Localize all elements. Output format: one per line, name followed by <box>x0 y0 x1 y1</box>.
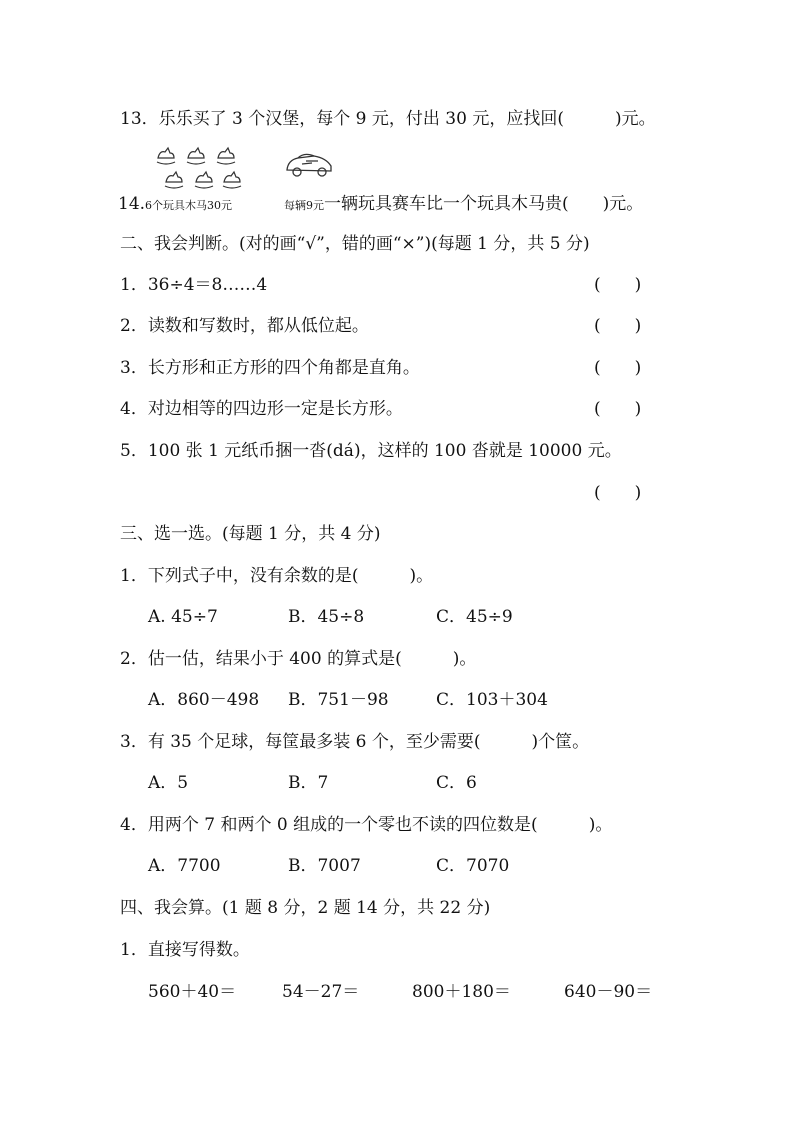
judge-item-5: 5．100 张 1 元纸币捆一沓(dá)，这样的 100 沓就是 10000 元。 <box>120 441 622 461</box>
question-13: 13．乐乐买了 3 个汉堡，每个 9 元，付出 30 元，应找回( )元。 <box>120 109 656 129</box>
choice-options-2 <box>148 689 548 711</box>
option-b[interactable]: B．45÷8 <box>288 607 365 627</box>
choice-question-2: 2．估一估，结果小于 400 的算式是( )。 <box>120 649 477 669</box>
question-14-number: 14. <box>118 194 146 214</box>
option-c[interactable]: C．103＋304 <box>436 690 548 710</box>
judge-answer-5[interactable]: ( ) <box>594 483 642 503</box>
choice-question-4: 4．用两个 7 和两个 0 组成的一个零也不读的四位数是( )。 <box>120 815 613 835</box>
judge-answer-4[interactable]: ( ) <box>594 399 642 419</box>
option-c[interactable]: C．7070 <box>436 856 510 876</box>
judge-item-3: 3．长方形和正方形的四个角都是直角。 <box>120 358 420 378</box>
judge-item-4: 4．对边相等的四边形一定是长方形。 <box>120 399 403 419</box>
choice-options-4 <box>148 855 509 877</box>
calc-item[interactable]: 560＋40＝ <box>148 982 237 1002</box>
toy-race-car-icon <box>284 150 334 180</box>
option-b[interactable]: B．7 <box>288 773 329 793</box>
toy-horse-icon <box>195 172 213 188</box>
option-c[interactable]: C．45÷9 <box>436 607 513 627</box>
judge-item-2: 2．读数和写数时，都从低位起。 <box>120 316 369 336</box>
toy-horse-icon <box>187 148 205 164</box>
section-3-heading: 三、选一选。(每题 1 分，共 4 分) <box>120 524 381 544</box>
section-4-heading: 四、我会算。(1 题 8 分，2 题 14 分，共 22 分) <box>120 898 491 918</box>
option-c[interactable]: C．6 <box>436 773 477 793</box>
section-4-subheading: 1．直接写得数。 <box>120 940 250 960</box>
choice-question-1: 1．下列式子中，没有余数的是( )。 <box>120 566 434 586</box>
section-2-heading: 二、我会判断。(对的画“√”，错的画“×”)(每题 1 分，共 5 分) <box>120 234 590 254</box>
judge-answer-3[interactable]: ( ) <box>594 358 642 378</box>
option-a[interactable]: A. 45÷7 <box>148 607 218 627</box>
option-b[interactable]: B．751－98 <box>288 690 389 710</box>
choice-question-3: 3．有 35 个足球，每筐最多装 6 个，至少需要( )个筐。 <box>120 732 590 752</box>
calc-item[interactable]: 54－27＝ <box>282 982 360 1002</box>
question-14 <box>118 193 232 217</box>
horse-price-caption: 6个玩具木马30元 <box>145 199 233 212</box>
option-a[interactable]: A．860－498 <box>148 690 260 710</box>
option-b[interactable]: B．7007 <box>288 856 361 876</box>
option-a[interactable]: A．7700 <box>148 856 221 876</box>
judge-item-1: 1．36÷4＝8……4 <box>120 275 268 295</box>
toy-horse-icon <box>217 148 235 164</box>
car-price-caption: 每辆9元 <box>284 199 324 212</box>
toy-horse-icon <box>165 172 183 188</box>
choice-options-3 <box>148 772 477 794</box>
toy-horse-icon <box>157 148 175 164</box>
question-14-right <box>284 193 643 217</box>
mental-math-row <box>148 981 652 1003</box>
calc-item[interactable]: 640－90＝ <box>564 982 653 1002</box>
choice-options-1 <box>148 606 513 628</box>
calc-item[interactable]: 800＋180＝ <box>412 982 511 1002</box>
judge-answer-1[interactable]: ( ) <box>594 275 642 295</box>
toy-horses-image <box>154 142 246 192</box>
option-a[interactable]: A．5 <box>148 773 189 793</box>
toy-horse-icon <box>223 172 241 188</box>
judge-answer-2[interactable]: ( ) <box>594 316 642 336</box>
question-14-text: 一辆玩具赛车比一个玩具木马贵( )元。 <box>324 194 644 214</box>
